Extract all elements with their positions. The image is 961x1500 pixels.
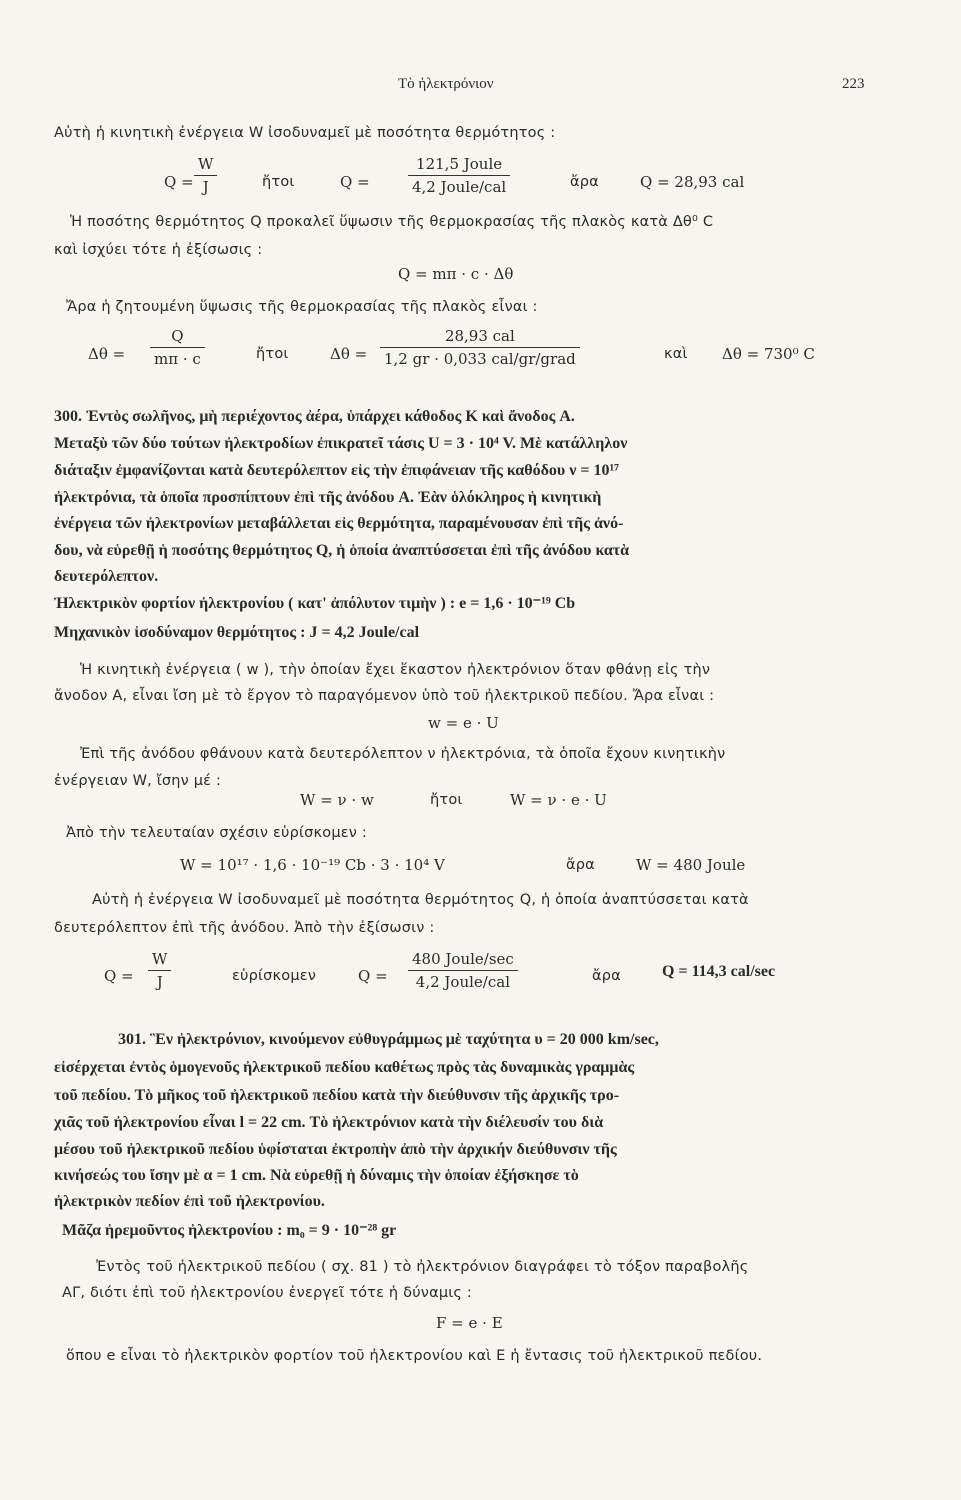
eq1-denominator2: 4,2 Joule/cal xyxy=(412,178,507,196)
prob300-line-6: δου, νὰ εὑρεθῇ ἡ ποσότης θερμότητος Q, ἡ ὁποία ἀναπτύσσεται ἐπὶ τῆς ἀνόδου κατὰ xyxy=(54,542,630,559)
prob301-line-2: εἰσέρχεται ἐντὸς ὁμογενοῦς ἠλεκτρικοῦ πεδίου καθέτως πρὸς τὰς δυναμικὰς γραμμὰς xyxy=(54,1059,635,1076)
sol301-line-1: Ἐντὸς τοῦ ἠλεκτρικοῦ πεδίου ( σχ. 81 ) τὸ ἠλεκτρόνιον διαγράφει τὸ τόξον παραβολῆς xyxy=(96,1259,749,1275)
sol300-eq-W3-result: W = 480 Joule xyxy=(636,856,746,874)
eq1-fraction xyxy=(194,155,217,196)
prob300-line-5: ἐνέργεια τῶν ἠλεκτρονίων μεταβάλλεται εἰς θερμότητα, παραμένουσαν ἐπὶ τῆς ἀνό- xyxy=(54,515,624,532)
eq3-fraction2 xyxy=(380,327,580,368)
prob301-line-4: χιᾶς τοῦ ἠλεκτρονίου εἶναι l = 22 cm. Τὸ ἠλεκτρόνιον κατὰ τὴν διέλευσίν του διὰ xyxy=(54,1114,604,1131)
eq4-denominator: J xyxy=(156,973,163,991)
eq4-numerator: W xyxy=(148,950,171,971)
eq3-kai: καὶ xyxy=(664,346,688,362)
eq1-itoi: ἤτοι xyxy=(262,174,295,190)
prob300-line-1: 300. Ἐντὸς σωλῆνος, μὴ περιέχοντος ἀέρα, ὑπάρχει κάθοδος K καὶ ἄνοδος A. xyxy=(54,408,575,425)
sol301-line-2: ΑΓ, διότι ἐπὶ τοῦ ἠλεκτρονίου ἐνεργεῖ τότε ἡ δύναμις : xyxy=(62,1285,472,1301)
sol300-line-1: Ἡ κινητικὴ ἐνέργεια ( w ), τὴν ὁποίαν ἔχει ἕκαστον ἠλεκτρόνιον ὅταν φθάνῃ εἰς τὴν xyxy=(80,662,711,678)
eq1-lhs: Q = xyxy=(164,173,194,191)
eq4-eurisk: εὑρίσκομεν xyxy=(232,968,317,984)
prob301-line-5: μέσου τοῦ ἠλεκτρικοῦ πεδίου ὑφίσταται ἐκτροπὴν ἀπὸ τὴν ἀρχικήν διεύθυνσιν τῆς xyxy=(54,1141,617,1158)
sol300-line-5: Ἀπὸ τὴν τελευταίαν σχέσιν εὑρίσκομεν : xyxy=(66,825,368,841)
eq4-lhs2: Q = xyxy=(358,967,388,985)
eq4-lhs: Q = xyxy=(104,967,134,985)
eq3-fraction xyxy=(150,327,205,368)
eq4-fraction xyxy=(148,950,171,991)
prob301-line-6: κινήσεώς του ἴσην μὲ α = 1 cm. Νὰ εὑρεθῇ ἡ δύναμις τὴν ὁποίαν ἐξήσκησε τὸ xyxy=(54,1167,579,1184)
prob301-mass: Μᾶζα ἠρεμοῦντος ἠλεκτρονίου : m₀ = 9 · 10⁻²⁸ gr xyxy=(62,1222,397,1239)
eq4-denominator2: 4,2 Joule/cal xyxy=(415,973,510,991)
sol300-eq-W2: W = ν · e · U xyxy=(510,791,607,809)
prob300-line-3: διάταξιν ἐμφανίζονται κατὰ δευτερόλεπτον εἰς τὴν ἐπιφάνειαν τῆς καθόδου ν = 10¹⁷ xyxy=(54,462,620,479)
eq1-lhs2: Q = xyxy=(340,173,370,191)
eq3-result: Δθ = 730⁰ C xyxy=(722,345,815,363)
prob301-line-1: 301. Ἓν ἠλεκτρόνιον, κινούμενον εὐθυγράμμως μὲ ταχύτητα υ = 20 000 km/sec, xyxy=(118,1031,659,1048)
prob301-line-7: ἠλεκτρικὸν πεδίον ἐπὶ τοῦ ἠλεκτρονίου. xyxy=(54,1193,325,1210)
sol300-line-2: ἄνοδον A, εἶναι ἴση μὲ τὸ ἔργον τὸ παραγόμενον ὑπὸ τοῦ ἠλεκτρικοῦ πεδίου. Ἄρα εἶναι : xyxy=(54,688,715,704)
prob301-line-3: τοῦ πεδίου. Τὸ μῆκος τοῦ ἠλεκτρικοῦ πεδίου κατὰ τὴν διεύθυνσιν τῆς ἀρχικῆς τρο- xyxy=(54,1087,620,1104)
eq3-numerator2: 28,93 cal xyxy=(380,327,580,348)
eq3-numerator: Q xyxy=(150,327,205,348)
sol300-ara: ἄρα xyxy=(566,857,595,873)
eq3-denominator: mπ · c xyxy=(154,350,201,368)
sol300-eq-W3: W = 10¹⁷ · 1,6 · 10⁻¹⁹ Cb · 3 · 10⁴ V xyxy=(180,856,445,874)
eq4-result: Q = 114,3 cal/sec xyxy=(662,963,776,980)
eq4-numerator2: 480 Joule/sec xyxy=(408,950,518,971)
sol300-line-3: Ἐπὶ τῆς ἀνόδου φθάνουν κατὰ δευτερόλεπτον ν ἠλεκτρόνια, τὰ ὁποῖα ἔχουν κινητικὴν xyxy=(80,746,726,762)
eq1-ara: ἄρα xyxy=(570,174,599,190)
sol301-line-3: ὅπου e εἶναι τὸ ἠλεκτρικὸν φορτίον τοῦ ἠλεκτρονίου καὶ E ἡ ἔντασις τοῦ ἠλεκτρικοῦ πεδίου. xyxy=(66,1348,763,1364)
eq4-ara: ἄρα xyxy=(592,968,621,984)
eq1-fraction2 xyxy=(408,155,510,196)
page-number: 223 xyxy=(842,76,865,92)
eq1-result: Q = 28,93 cal xyxy=(640,173,745,191)
sol300-line-4: ἐνέργειαν W, ἴσην μέ : xyxy=(54,773,222,789)
prob300-charge: Ἠλεκτρικὸν φορτίον ἠλεκτρονίου ( κατ' ἀπόλυτον τιμὴν ) : e = 1,6 · 10⁻¹⁹ Cb xyxy=(54,595,576,612)
prob300-line-4: ἠλεκτρόνια, τὰ ὁποῖα προσπίπτουν ἐπὶ τῆς ἀνόδου A. Ἐὰν ὁλόκληρος ἡ κινητικὴ xyxy=(54,489,602,506)
eq1-numerator2: 121,5 Joule xyxy=(408,155,510,176)
eq3-itoi: ἤτοι xyxy=(256,346,289,362)
prob300-line-7: δευτερόλεπτον. xyxy=(54,568,159,585)
sol300-eq-W1: W = ν · w xyxy=(300,791,374,809)
sol300-line-7: δευτερόλεπτον ἐπὶ τῆς ἀνόδου. Ἀπὸ τὴν ἐξίσωσιν : xyxy=(54,920,435,936)
p3-line: Ἄρα ἡ ζητουμένη ὕψωσις τῆς θερμοκρασίας τῆς πλακὸς εἶναι : xyxy=(66,299,538,315)
sol300-line-6: Αὐτὴ ἡ ἐνέργεια W ἰσοδυναμεῖ μὲ ποσότητα θερμότητος Q, ἡ ὁποία ἀναπτύσσεται κατὰ xyxy=(92,892,749,908)
eq1-numerator: W xyxy=(194,155,217,176)
eq3-lhs: Δθ = xyxy=(88,345,126,363)
sol301-eq-F: F = e · E xyxy=(436,1314,503,1332)
eq2: Q = mπ · c · Δθ xyxy=(398,265,514,283)
running-header-title: Τὸ ἠλεκτρόνιον xyxy=(398,76,494,92)
eq4-fraction2 xyxy=(408,950,518,991)
sol300-eq-w: w = e · U xyxy=(428,714,499,732)
p2-line2: καὶ ἰσχύει τότε ἡ ἐξίσωσις : xyxy=(54,242,263,258)
sol300-itoi: ἤτοι xyxy=(430,792,463,808)
eq3-lhs2: Δθ = xyxy=(330,345,368,363)
intro-line: Αὐτὴ ἡ κινητικὴ ἐνέργεια W ἰσοδυναμεῖ μὲ ποσότητα θερμότητος : xyxy=(54,125,556,141)
prob300-mech-equivalent: Μηχανικὸν ἰσοδύναμον θερμότητος : J = 4,2 Joule/cal xyxy=(54,624,420,641)
p2-line1: Ἡ ποσότης θερμότητος Q προκαλεῖ ὕψωσιν τῆς θερμοκρασίας τῆς πλακὸς κατὰ Δθ⁰ C xyxy=(70,214,714,230)
eq1-denominator: J xyxy=(202,178,209,196)
eq3-denominator2: 1,2 gr · 0,033 cal/gr/grad xyxy=(384,350,576,368)
prob300-line-2: Μεταξὺ τῶν δύο τούτων ἠλεκτροδίων ἐπικρατεῖ τάσις U = 3 · 10⁴ V. Μὲ κατάλληλον xyxy=(54,435,628,452)
